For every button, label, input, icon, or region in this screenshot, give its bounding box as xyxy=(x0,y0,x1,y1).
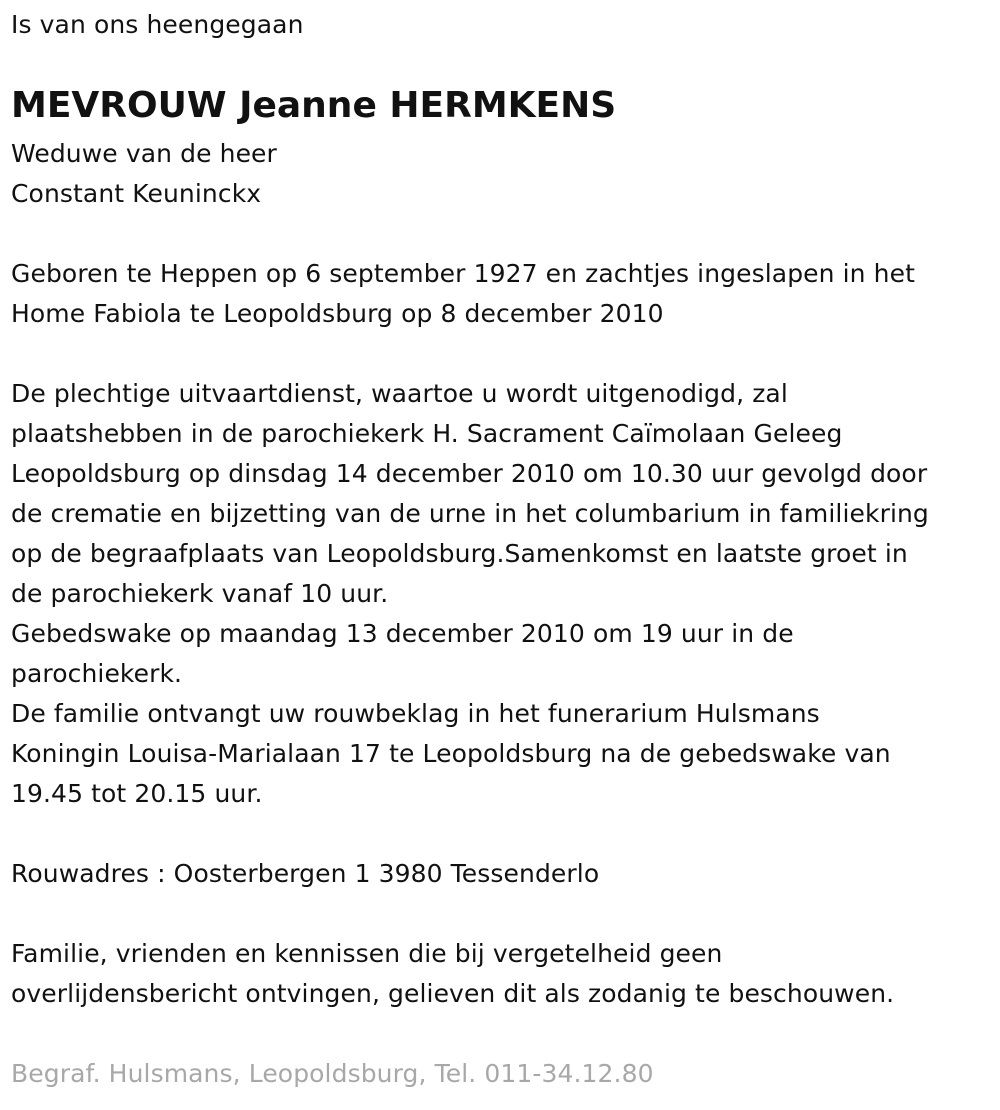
family-note-line: Familie, vrienden en kennissen die bij vergetelheid geen xyxy=(11,939,723,968)
condolence-line: 19.45 tot 20.15 uur. xyxy=(11,779,263,808)
mourning-address: Rouwadres : Oosterbergen 1 3980 Tessenderlo xyxy=(11,859,600,888)
deceased-name: MEVROUW Jeanne HERMKENS xyxy=(11,85,617,126)
service-line: De plechtige uitvaartdienst, waartoe u wordt uitgenodigd, zal xyxy=(11,379,788,408)
vigil-line: parochiekerk. xyxy=(11,659,183,688)
mourning-address-block xyxy=(11,854,599,894)
birth-death-line: Home Fabiola te Leopoldsburg op 8 december 2010 xyxy=(11,299,664,328)
spouse-line: Constant Keuninckx xyxy=(11,179,262,208)
service-line: de crematie en bijzetting van de urne in het columbarium in familiekring xyxy=(11,499,929,528)
funeral-home-footer: Begraf. Hulsmans, Leopoldsburg, Tel. 011-34.12.80 xyxy=(11,1059,654,1088)
family-note-block xyxy=(11,934,894,1014)
service-line: de parochiekerk vanaf 10 uur. xyxy=(11,579,389,608)
intro-text: Is van ons heengegaan xyxy=(11,10,304,39)
service-line: Leopoldsburg op dinsdag 14 december 2010 om 10.30 uur gevolgd door xyxy=(11,459,928,488)
condolence-line: Koningin Louisa-Marialaan 17 te Leopoldsburg na de gebedswake van xyxy=(11,739,891,768)
birth-death-block xyxy=(11,254,915,334)
spouse-block xyxy=(11,134,277,214)
service-line: plaatshebben in de parochiekerk H. Sacrament Caïmolaan Geleeg xyxy=(11,419,843,448)
birth-death-line: Geboren te Heppen op 6 september 1927 en zachtjes ingeslapen in het xyxy=(11,259,916,288)
service-line: op de begraafplaats van Leopoldsburg.Samenkomst en laatste groet in xyxy=(11,539,908,568)
vigil-line: Gebedswake op maandag 13 december 2010 om 19 uur in de xyxy=(11,619,794,648)
spouse-line: Weduwe van de heer xyxy=(11,139,277,168)
condolence-line: De familie ontvangt uw rouwbeklag in het funerarium Hulsmans xyxy=(11,699,820,728)
service-block xyxy=(11,374,929,814)
family-note-line: overlijdensbericht ontvingen, gelieven dit als zodanig te beschouwen. xyxy=(11,979,895,1008)
